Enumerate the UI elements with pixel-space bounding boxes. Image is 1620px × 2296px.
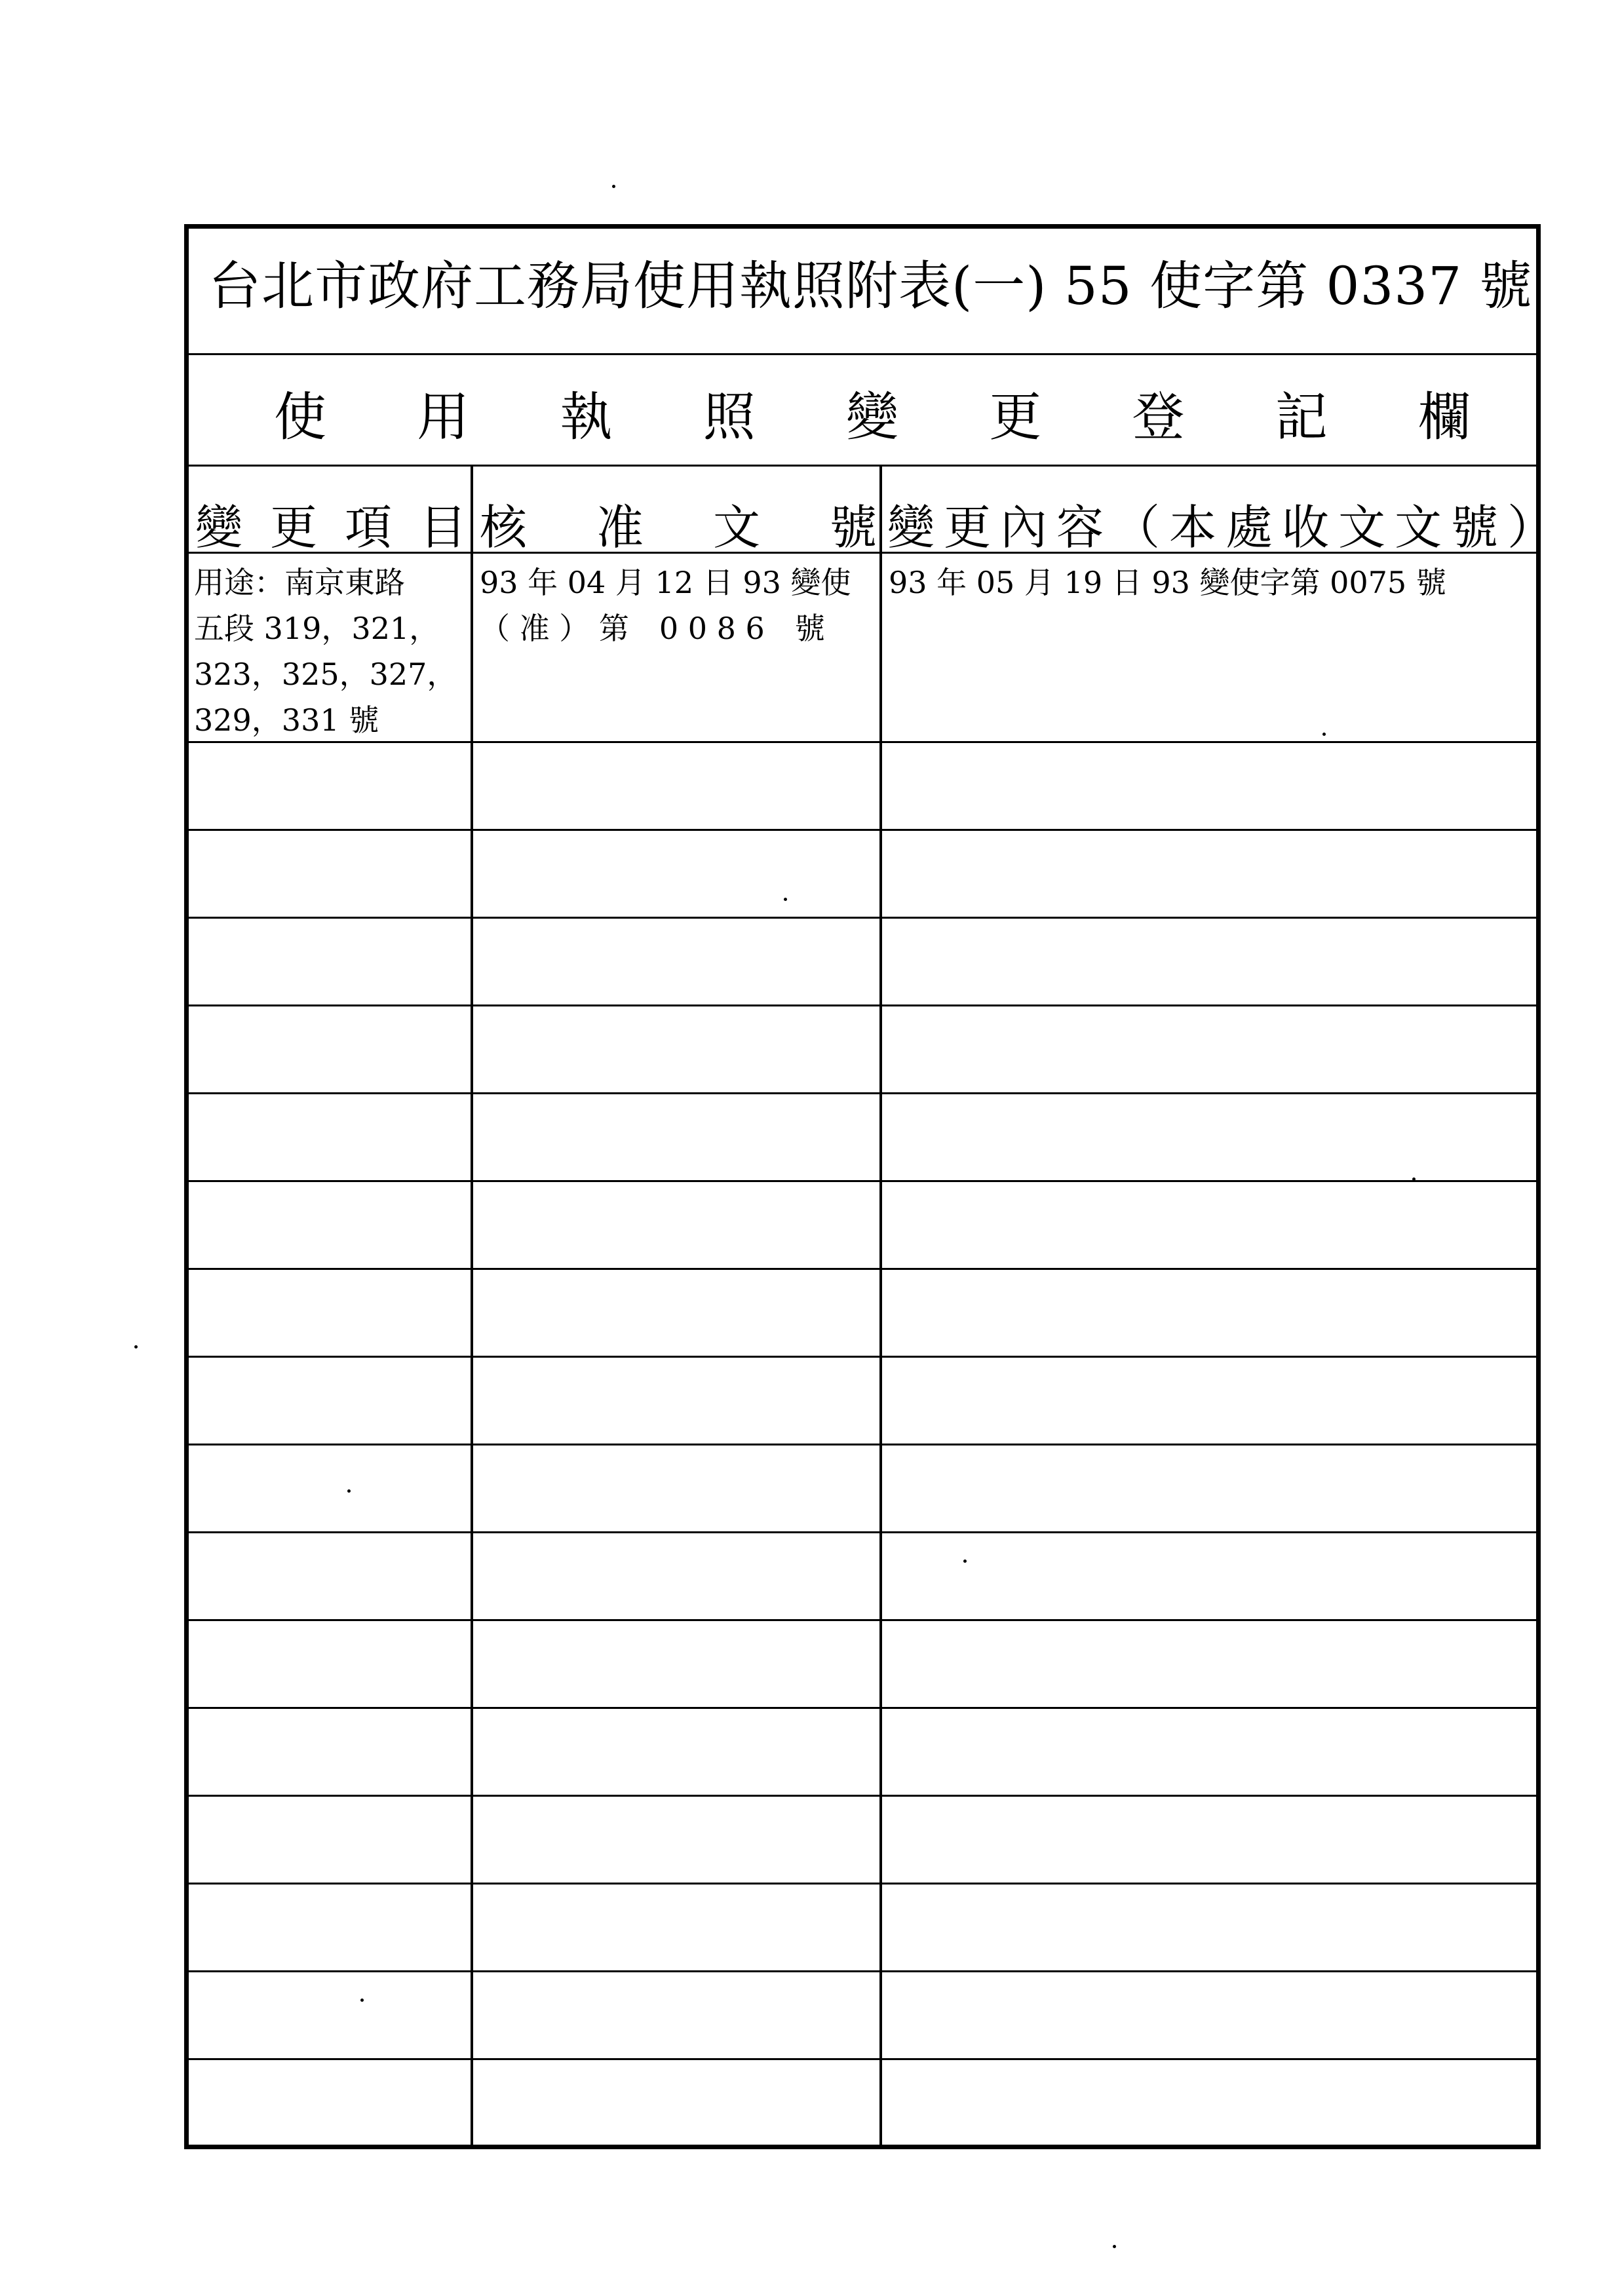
- header-char: 文: [712, 500, 760, 555]
- heading-char: 登: [1132, 387, 1185, 448]
- scan-speck: [347, 1489, 351, 1493]
- cell-line: 93 年 05 月 19 日 93 變使字第 0075 號: [889, 565, 1446, 600]
- header-char: 變: [195, 500, 243, 555]
- row-divider: [189, 917, 1536, 919]
- scan-speck: [784, 898, 787, 901]
- header-char: 項: [344, 500, 392, 555]
- heading-char: 更: [989, 387, 1042, 448]
- change-content-cell: [889, 560, 1446, 605]
- heading-char: 記: [1275, 387, 1328, 448]
- scan-speck: [612, 185, 615, 188]
- cell-line: （ 准 ） 第 0 0 8 6 號: [480, 611, 825, 646]
- heading-char: 欄: [1418, 387, 1471, 448]
- scan-speck: [963, 1559, 967, 1563]
- row-divider: [189, 1444, 1536, 1445]
- row-divider: [189, 1619, 1536, 1621]
- column-header-content: 變更內容（本處收文文號）: [887, 500, 1564, 555]
- heading-char: 執: [560, 387, 613, 448]
- change-item-cell: [194, 560, 457, 743]
- cell-line: 93 年 04 月 12 日 93 變使: [480, 565, 851, 600]
- header-char: 號: [829, 500, 877, 555]
- header-char: 目: [419, 500, 467, 555]
- registration-table: [184, 224, 1564, 2149]
- heading-char: 變: [846, 387, 898, 448]
- row-divider: [189, 1531, 1536, 1533]
- row-divider: [189, 2058, 1536, 2060]
- row-divider: [189, 1970, 1536, 1972]
- cell-line: 用途：南京東路: [194, 565, 405, 600]
- form-title: 台北市政府工務局使用執照附表(一) 55 使字第 0337 號: [208, 256, 1533, 316]
- row-divider: [189, 1004, 1536, 1006]
- section-heading: [189, 387, 1536, 448]
- row-divider: [189, 1356, 1536, 1358]
- column-header-approval: [480, 500, 877, 555]
- column-divider: [879, 465, 882, 2149]
- column-divider: [471, 465, 473, 2149]
- header-char: 准: [596, 500, 644, 555]
- header-char: 核: [480, 500, 528, 555]
- cell-line: 329，331 號: [194, 702, 379, 738]
- heading-char: 使: [274, 387, 326, 448]
- scan-speck: [1412, 1177, 1416, 1181]
- row-divider: [189, 1707, 1536, 1709]
- cell-line: 323，325，327，: [194, 657, 457, 692]
- row-divider: [189, 465, 1536, 467]
- row-divider: [189, 741, 1536, 743]
- header-char: 更: [269, 500, 317, 555]
- row-divider: [189, 1883, 1536, 1885]
- row-divider: [189, 1268, 1536, 1270]
- heading-char: 用: [417, 387, 470, 448]
- scan-speck: [360, 1999, 364, 2002]
- scan-speck: [1322, 733, 1326, 736]
- column-header-item: [195, 500, 471, 555]
- row-divider: [189, 353, 1536, 355]
- row-divider: [189, 552, 1536, 554]
- row-divider: [189, 1092, 1536, 1094]
- scan-speck: [1113, 2245, 1116, 2248]
- cell-line: 五段 319，321，: [194, 611, 440, 646]
- row-divider: [189, 1180, 1536, 1182]
- row-divider: [189, 829, 1536, 831]
- scan-speck: [134, 1345, 138, 1349]
- approval-number-cell: [480, 560, 851, 651]
- heading-char: 照: [703, 387, 756, 448]
- row-divider: [189, 1795, 1536, 1797]
